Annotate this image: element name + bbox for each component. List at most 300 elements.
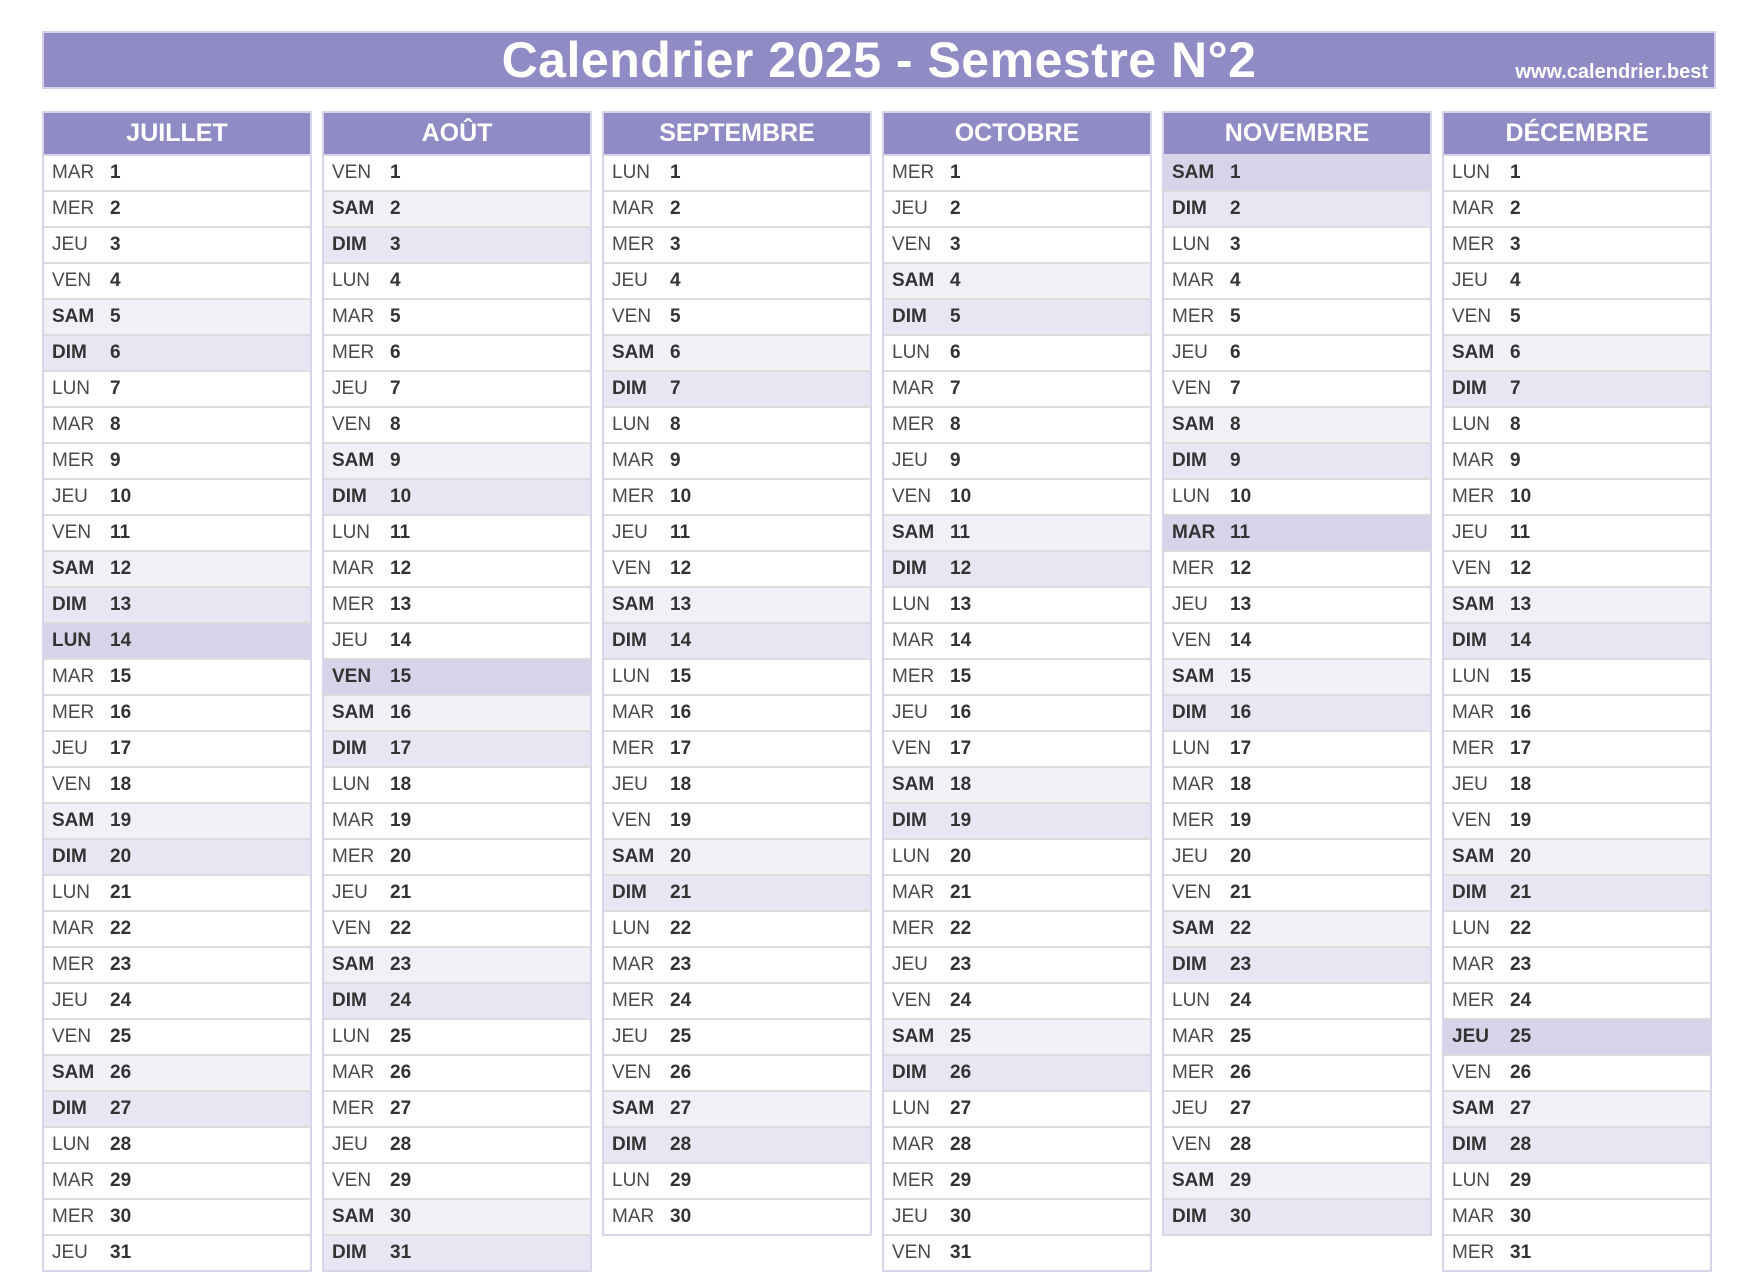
- day-number: 23: [390, 954, 412, 975]
- day-row: [604, 156, 870, 192]
- day-row: [1444, 336, 1710, 372]
- weekday-label: DIM: [892, 810, 927, 831]
- day-number: 11: [390, 522, 411, 543]
- weekday-label: MER: [892, 414, 935, 435]
- weekday-label: MAR: [1172, 270, 1215, 291]
- day-number: 23: [1510, 954, 1532, 975]
- day-number: 30: [110, 1206, 132, 1227]
- day-number: 5: [110, 306, 121, 327]
- day-number: 11: [670, 522, 691, 543]
- day-number: 19: [670, 810, 692, 831]
- weekday-label: MAR: [612, 198, 655, 219]
- weekday-label: DIM: [1172, 702, 1207, 723]
- day-number: 5: [950, 306, 961, 327]
- day-number: 9: [1510, 450, 1521, 471]
- day-number: 26: [1510, 1062, 1532, 1083]
- day-number: 14: [670, 630, 692, 651]
- day-row: [324, 228, 590, 264]
- day-number: 19: [110, 810, 132, 831]
- weekday-label: MAR: [332, 558, 375, 579]
- weekday-label: MER: [332, 342, 375, 363]
- day-row: [1164, 624, 1430, 660]
- day-number: 23: [950, 954, 972, 975]
- day-number: 13: [1510, 594, 1532, 615]
- weekday-label: MAR: [892, 1134, 935, 1155]
- day-row: [884, 372, 1150, 408]
- day-number: 31: [950, 1242, 972, 1263]
- day-number: 16: [950, 702, 972, 723]
- weekday-label: MER: [1172, 810, 1215, 831]
- day-number: 29: [1230, 1170, 1252, 1191]
- day-row: [44, 300, 310, 336]
- day-row: [604, 1092, 870, 1128]
- day-number: 14: [1230, 630, 1252, 651]
- day-row: [1164, 876, 1430, 912]
- day-number: 30: [1230, 1206, 1252, 1227]
- weekday-label: MER: [612, 486, 655, 507]
- day-row: [44, 912, 310, 948]
- weekday-label: MER: [332, 846, 375, 867]
- day-row: [604, 1020, 870, 1056]
- day-row: [324, 768, 590, 804]
- weekday-label: SAM: [332, 702, 375, 723]
- day-number: 30: [1510, 1206, 1532, 1227]
- day-number: 24: [1510, 990, 1532, 1011]
- day-row: [884, 1092, 1150, 1128]
- day-number: 6: [390, 342, 401, 363]
- weekday-label: MAR: [332, 1062, 375, 1083]
- weekday-label: MAR: [52, 414, 95, 435]
- day-number: 7: [390, 378, 401, 399]
- day-number: 27: [1230, 1098, 1252, 1119]
- day-number: 23: [110, 954, 132, 975]
- day-row: [1164, 408, 1430, 444]
- weekday-label: VEN: [892, 234, 932, 255]
- weekday-label: SAM: [892, 1026, 935, 1047]
- day-number: 4: [110, 270, 121, 291]
- day-row: [324, 372, 590, 408]
- weekday-label: SAM: [892, 522, 935, 543]
- day-row: [884, 264, 1150, 300]
- day-row: [1444, 768, 1710, 804]
- day-row: [1164, 1128, 1430, 1164]
- day-row: [1164, 804, 1430, 840]
- day-row: [44, 588, 310, 624]
- day-row: [1444, 1056, 1710, 1092]
- weekday-label: LUN: [52, 630, 92, 651]
- day-number: 11: [950, 522, 971, 543]
- weekday-label: MAR: [612, 450, 655, 471]
- weekday-label: SAM: [52, 558, 95, 579]
- day-number: 19: [1510, 810, 1532, 831]
- day-row: [44, 1164, 310, 1200]
- weekday-label: LUN: [892, 846, 931, 867]
- day-number: 15: [390, 666, 412, 687]
- weekday-label: JEU: [892, 198, 928, 219]
- day-number: 7: [670, 378, 681, 399]
- weekday-label: SAM: [892, 270, 935, 291]
- weekday-label: MER: [1452, 234, 1495, 255]
- weekday-label: JEU: [52, 486, 88, 507]
- day-row: [44, 696, 310, 732]
- day-row: [44, 264, 310, 300]
- weekday-label: LUN: [1452, 1170, 1491, 1191]
- day-number: 16: [1230, 702, 1252, 723]
- day-row: [884, 768, 1150, 804]
- day-row: [604, 228, 870, 264]
- weekday-label: VEN: [892, 1242, 932, 1263]
- weekday-label: SAM: [332, 1206, 375, 1227]
- day-row: [884, 804, 1150, 840]
- day-row: [1444, 1092, 1710, 1128]
- day-row: [1164, 480, 1430, 516]
- weekday-label: DIM: [1452, 882, 1487, 903]
- day-row: [604, 192, 870, 228]
- day-row: [1164, 912, 1430, 948]
- day-row: [884, 1164, 1150, 1200]
- weekday-label: MER: [52, 198, 95, 219]
- day-row: [604, 264, 870, 300]
- day-row: [884, 660, 1150, 696]
- day-number: 24: [950, 990, 972, 1011]
- month-header: AOÛT: [324, 113, 590, 156]
- day-number: 21: [1510, 882, 1532, 903]
- weekday-label: DIM: [332, 234, 367, 255]
- weekday-label: SAM: [1452, 846, 1495, 867]
- day-row: [44, 840, 310, 876]
- day-number: 9: [1230, 450, 1241, 471]
- weekday-label: JEU: [332, 882, 368, 903]
- weekday-label: MER: [52, 954, 95, 975]
- weekday-label: SAM: [1452, 1098, 1495, 1119]
- weekday-label: MER: [612, 234, 655, 255]
- day-number: 9: [950, 450, 961, 471]
- day-row: [324, 1200, 590, 1236]
- day-number: 27: [670, 1098, 692, 1119]
- weekday-label: VEN: [1452, 558, 1492, 579]
- day-number: 16: [1510, 702, 1532, 723]
- day-row: [44, 1200, 310, 1236]
- day-number: 14: [950, 630, 972, 651]
- weekday-label: JEU: [1172, 1098, 1208, 1119]
- day-number: 18: [390, 774, 412, 795]
- weekday-label: MAR: [1452, 1206, 1495, 1227]
- day-number: 27: [950, 1098, 972, 1119]
- day-row: [1164, 264, 1430, 300]
- weekday-label: MAR: [1452, 702, 1495, 723]
- weekday-label: DIM: [612, 882, 647, 903]
- day-number: 27: [390, 1098, 412, 1119]
- weekday-label: LUN: [612, 666, 651, 687]
- day-number: 1: [110, 162, 121, 183]
- day-row: [1444, 300, 1710, 336]
- day-number: 20: [1230, 846, 1252, 867]
- weekday-label: MER: [52, 702, 95, 723]
- weekday-label: MAR: [892, 378, 935, 399]
- day-number: 28: [390, 1134, 412, 1155]
- weekday-label: MER: [52, 1206, 95, 1227]
- weekday-label: LUN: [1172, 990, 1211, 1011]
- weekday-label: LUN: [1452, 918, 1491, 939]
- day-number: 10: [1510, 486, 1532, 507]
- day-number: 21: [1230, 882, 1252, 903]
- weekday-label: SAM: [52, 810, 95, 831]
- weekday-label: LUN: [52, 1134, 91, 1155]
- day-number: 14: [390, 630, 412, 651]
- day-row: [604, 768, 870, 804]
- day-number: 18: [950, 774, 972, 795]
- weekday-label: JEU: [892, 954, 928, 975]
- day-row: [324, 1056, 590, 1092]
- day-row: [1444, 660, 1710, 696]
- weekday-label: VEN: [1172, 378, 1212, 399]
- weekday-label: VEN: [52, 270, 92, 291]
- day-number: 21: [110, 882, 132, 903]
- day-number: 10: [670, 486, 692, 507]
- day-number: 12: [390, 558, 412, 579]
- weekday-label: MAR: [332, 810, 375, 831]
- day-row: [44, 516, 310, 552]
- day-number: 10: [390, 486, 412, 507]
- day-row: [324, 732, 590, 768]
- day-row: [324, 912, 590, 948]
- day-row: [1444, 948, 1710, 984]
- day-row: [604, 336, 870, 372]
- day-number: 14: [110, 630, 132, 651]
- day-row: [1444, 1200, 1710, 1236]
- day-row: [1444, 624, 1710, 660]
- weekday-label: MER: [892, 162, 935, 183]
- day-row: [44, 732, 310, 768]
- day-row: [324, 1092, 590, 1128]
- day-number: 26: [670, 1062, 692, 1083]
- weekday-label: MER: [1452, 1242, 1495, 1263]
- day-number: 21: [390, 882, 412, 903]
- day-row: [324, 408, 590, 444]
- day-number: 7: [1510, 378, 1521, 399]
- weekday-label: MER: [1172, 306, 1215, 327]
- day-row: [324, 444, 590, 480]
- day-number: 3: [950, 234, 961, 255]
- day-number: 13: [390, 594, 412, 615]
- weekday-label: VEN: [52, 522, 92, 543]
- day-row: [884, 552, 1150, 588]
- day-number: 23: [1230, 954, 1252, 975]
- day-row: [884, 1236, 1150, 1270]
- day-row: [1164, 948, 1430, 984]
- weekday-label: LUN: [332, 522, 371, 543]
- weekday-label: VEN: [612, 558, 652, 579]
- day-row: [324, 1128, 590, 1164]
- weekday-label: JEU: [1452, 522, 1488, 543]
- day-number: 3: [390, 234, 401, 255]
- day-number: 22: [950, 918, 972, 939]
- month-column: [322, 111, 592, 1272]
- day-number: 6: [950, 342, 961, 363]
- day-number: 23: [670, 954, 692, 975]
- day-row: [884, 480, 1150, 516]
- day-row: [44, 408, 310, 444]
- day-number: 12: [110, 558, 132, 579]
- weekday-label: DIM: [1452, 378, 1487, 399]
- day-number: 22: [670, 918, 692, 939]
- day-row: [1164, 768, 1430, 804]
- day-row: [324, 804, 590, 840]
- weekday-label: LUN: [612, 918, 651, 939]
- weekday-label: JEU: [52, 234, 88, 255]
- day-number: 13: [670, 594, 692, 615]
- weekday-label: VEN: [332, 666, 372, 687]
- day-row: [604, 516, 870, 552]
- day-row: [604, 948, 870, 984]
- weekday-label: DIM: [1172, 450, 1207, 471]
- day-number: 17: [1510, 738, 1532, 759]
- day-row: [44, 336, 310, 372]
- weekday-label: MAR: [612, 702, 655, 723]
- month-header: SEPTEMBRE: [604, 113, 870, 156]
- day-number: 9: [390, 450, 401, 471]
- day-row: [44, 1128, 310, 1164]
- day-number: 19: [950, 810, 972, 831]
- day-number: 22: [390, 918, 412, 939]
- weekday-label: DIM: [892, 306, 927, 327]
- weekday-label: VEN: [1172, 630, 1212, 651]
- day-number: 10: [1230, 486, 1252, 507]
- day-number: 12: [670, 558, 692, 579]
- day-row: [604, 624, 870, 660]
- day-row: [604, 1200, 870, 1234]
- day-row: [44, 480, 310, 516]
- day-number: 31: [390, 1242, 412, 1263]
- weekday-label: LUN: [52, 882, 91, 903]
- day-number: 12: [950, 558, 972, 579]
- day-number: 22: [1510, 918, 1532, 939]
- day-row: [44, 1092, 310, 1128]
- day-number: 18: [670, 774, 692, 795]
- day-row: [604, 300, 870, 336]
- day-row: [884, 624, 1150, 660]
- day-number: 19: [1230, 810, 1252, 831]
- weekday-label: JEU: [332, 630, 368, 651]
- weekday-label: MAR: [52, 1170, 95, 1191]
- day-row: [44, 372, 310, 408]
- day-number: 1: [950, 162, 961, 183]
- day-row: [44, 444, 310, 480]
- day-number: 12: [1510, 558, 1532, 579]
- weekday-label: VEN: [1452, 306, 1492, 327]
- day-number: 19: [390, 810, 412, 831]
- weekday-label: DIM: [1172, 954, 1207, 975]
- day-number: 17: [390, 738, 412, 759]
- day-row: [324, 552, 590, 588]
- day-row: [44, 156, 310, 192]
- day-row: [604, 1056, 870, 1092]
- day-row: [324, 264, 590, 300]
- day-number: 5: [1230, 306, 1241, 327]
- day-row: [324, 480, 590, 516]
- day-row: [1164, 588, 1430, 624]
- weekday-label: SAM: [892, 774, 935, 795]
- weekday-label: LUN: [892, 1098, 931, 1119]
- day-row: [884, 300, 1150, 336]
- day-row: [1444, 156, 1710, 192]
- weekday-label: LUN: [332, 1026, 371, 1047]
- day-row: [1444, 588, 1710, 624]
- month-column: [882, 111, 1152, 1272]
- day-row: [604, 372, 870, 408]
- day-row: [44, 552, 310, 588]
- day-row: [884, 336, 1150, 372]
- day-row: [1444, 1128, 1710, 1164]
- day-number: 12: [1230, 558, 1252, 579]
- day-row: [604, 480, 870, 516]
- day-number: 16: [110, 702, 132, 723]
- day-number: 6: [670, 342, 681, 363]
- title-banner: [42, 31, 1716, 89]
- weekday-label: DIM: [1452, 1134, 1487, 1155]
- day-row: [884, 228, 1150, 264]
- day-row: [884, 192, 1150, 228]
- day-number: 26: [1230, 1062, 1252, 1083]
- day-number: 2: [1230, 198, 1241, 219]
- day-row: [1444, 372, 1710, 408]
- day-row: [324, 660, 590, 696]
- day-number: 27: [1510, 1098, 1532, 1119]
- day-row: [604, 660, 870, 696]
- day-row: [604, 696, 870, 732]
- weekday-label: MER: [892, 918, 935, 939]
- day-number: 5: [1510, 306, 1521, 327]
- day-row: [1164, 192, 1430, 228]
- day-number: 3: [110, 234, 121, 255]
- day-number: 26: [950, 1062, 972, 1083]
- weekday-label: SAM: [52, 1062, 95, 1083]
- weekday-label: DIM: [332, 990, 367, 1011]
- weekday-label: MER: [612, 990, 655, 1011]
- day-number: 11: [110, 522, 131, 543]
- day-row: [884, 876, 1150, 912]
- day-row: [1164, 552, 1430, 588]
- day-row: [1164, 372, 1430, 408]
- day-number: 22: [1230, 918, 1252, 939]
- day-number: 9: [670, 450, 681, 471]
- weekday-label: MAR: [52, 666, 95, 687]
- day-number: 6: [1230, 342, 1241, 363]
- weekday-label: LUN: [52, 378, 91, 399]
- day-number: 1: [1510, 162, 1521, 183]
- day-number: 4: [1230, 270, 1241, 291]
- weekday-label: SAM: [612, 1098, 655, 1119]
- day-number: 4: [950, 270, 961, 291]
- weekday-label: MER: [1452, 990, 1495, 1011]
- day-number: 8: [950, 414, 961, 435]
- day-row: [884, 156, 1150, 192]
- day-row: [1164, 1020, 1430, 1056]
- day-row: [884, 984, 1150, 1020]
- month-column: [1162, 111, 1432, 1236]
- day-row: [324, 876, 590, 912]
- weekday-label: LUN: [612, 414, 651, 435]
- day-number: 11: [1230, 522, 1251, 543]
- day-number: 6: [1510, 342, 1521, 363]
- day-number: 25: [110, 1026, 132, 1047]
- weekday-label: MAR: [1172, 522, 1216, 543]
- day-row: [324, 588, 590, 624]
- weekday-label: MAR: [52, 162, 95, 183]
- day-number: 29: [1510, 1170, 1532, 1191]
- day-number: 15: [950, 666, 972, 687]
- weekday-label: VEN: [1452, 810, 1492, 831]
